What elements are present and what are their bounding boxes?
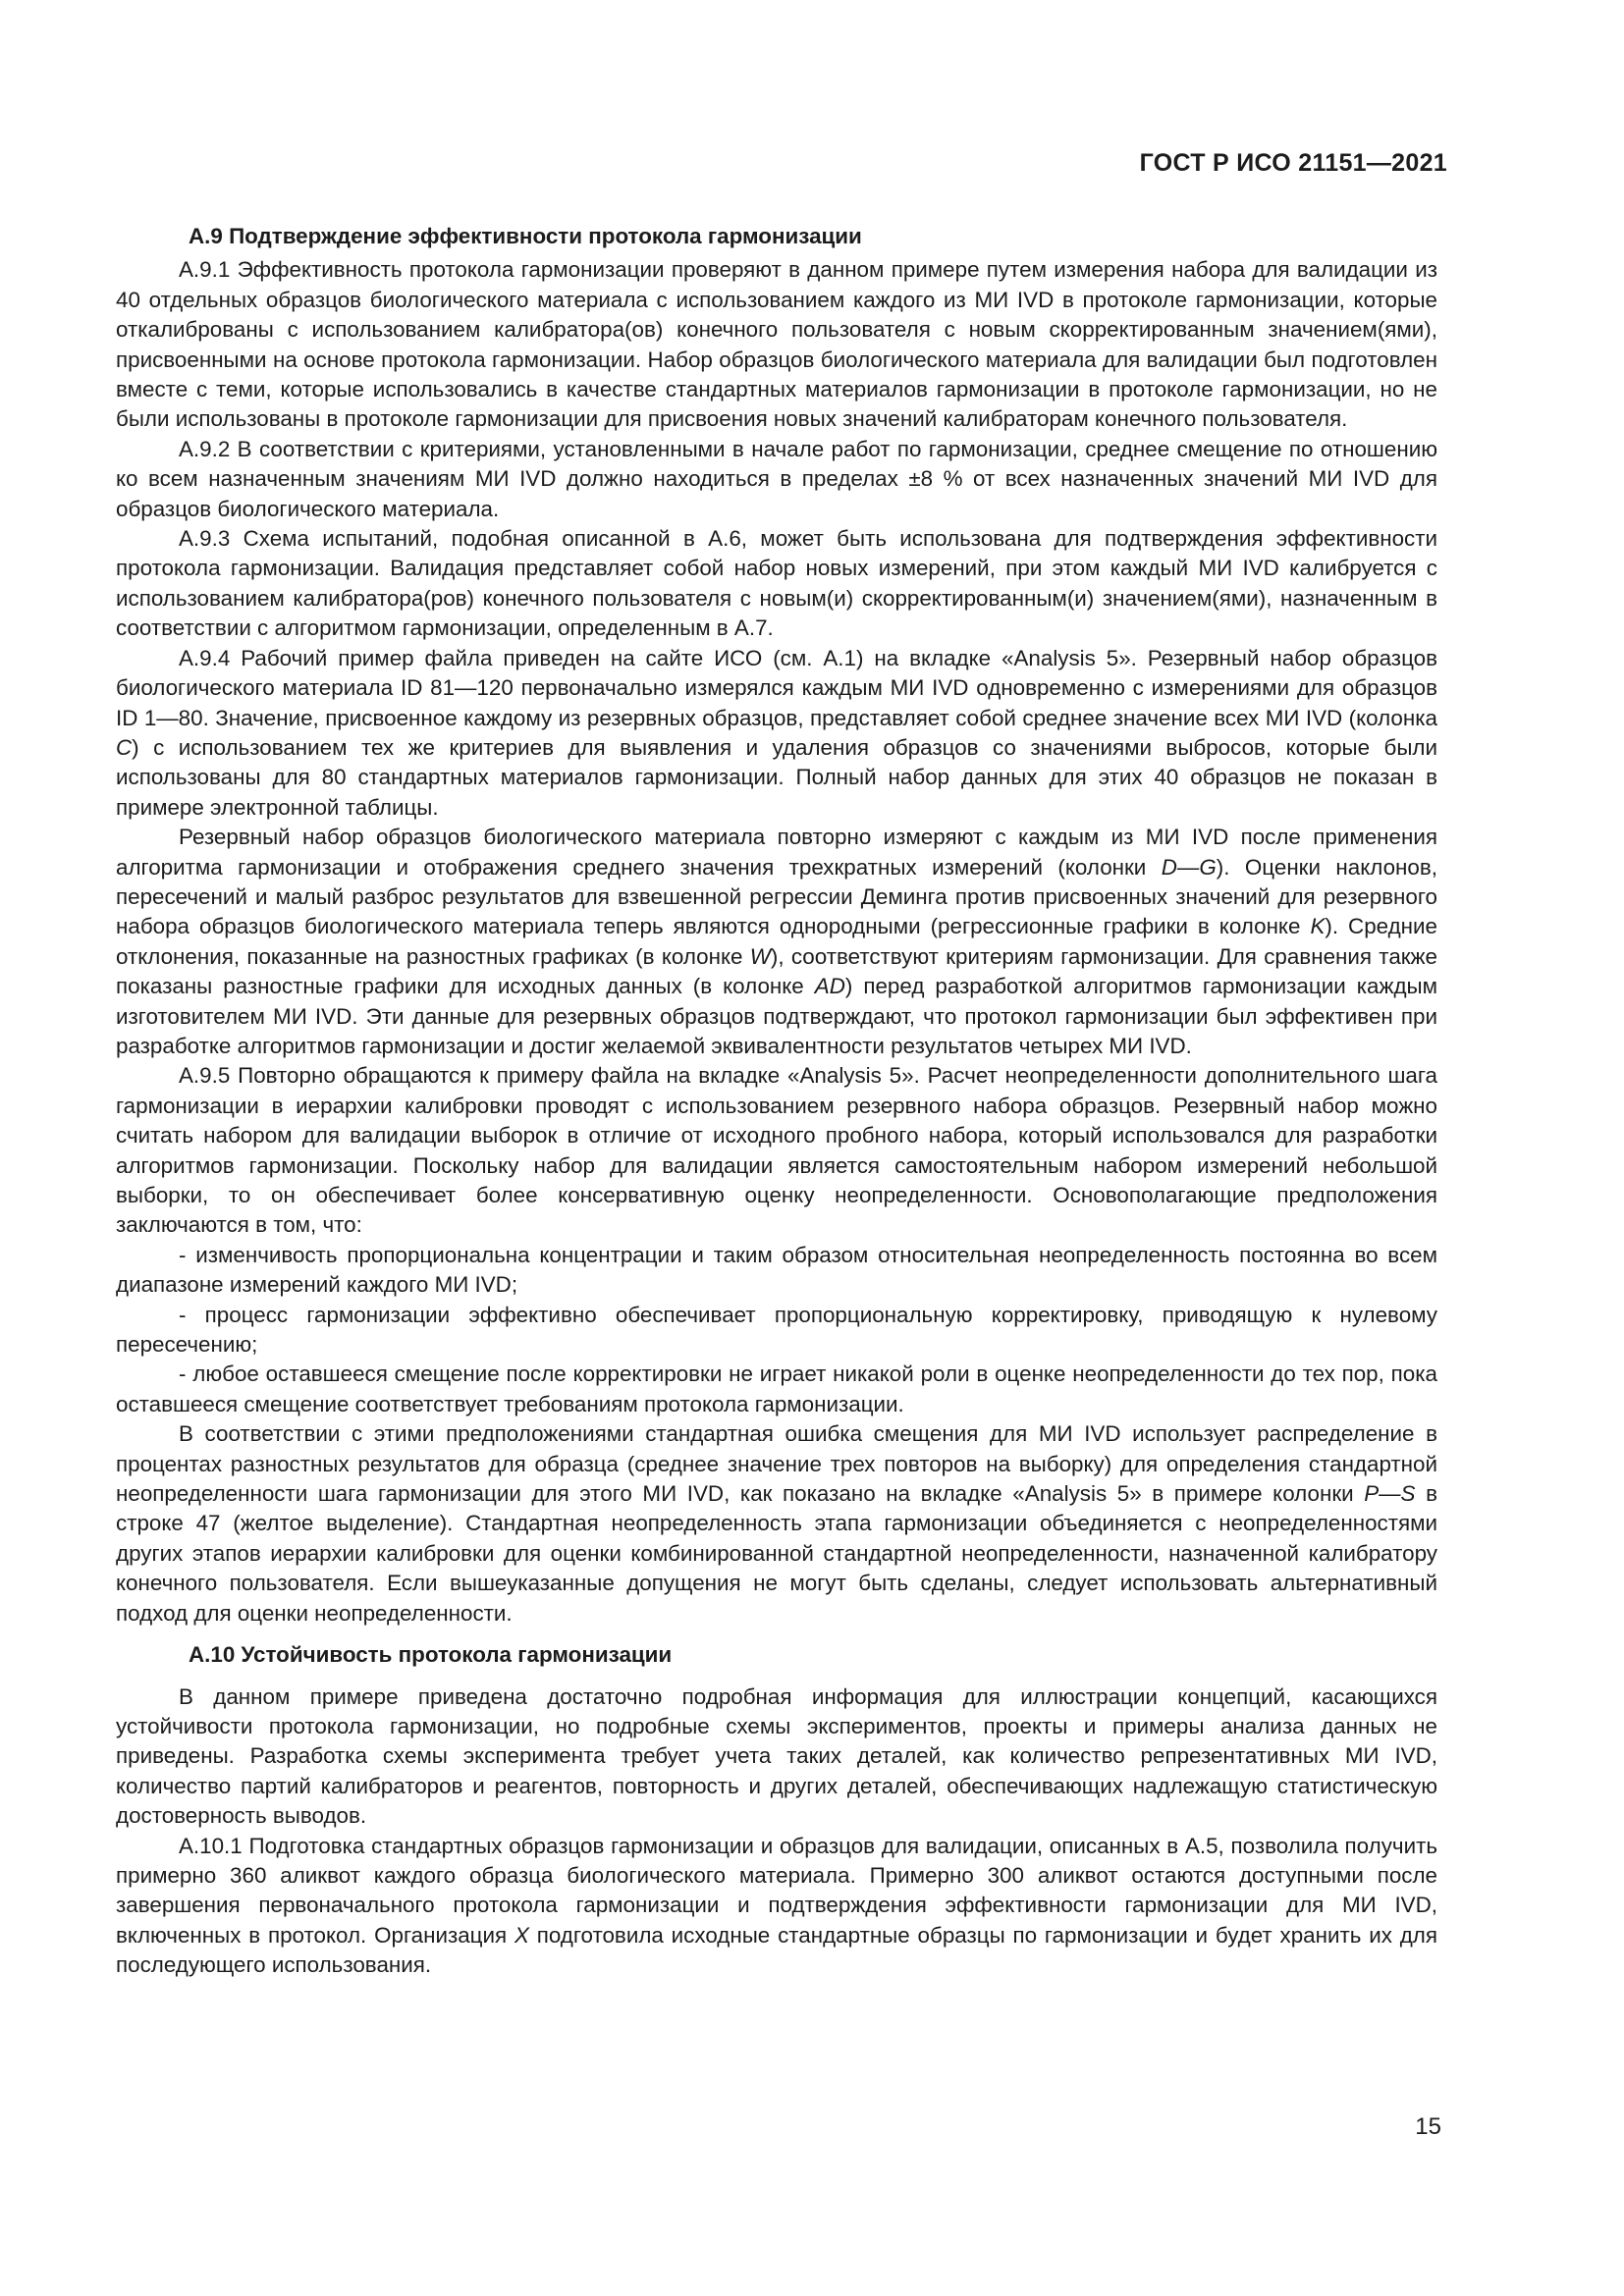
document-header: ГОСТ Р ИСО 21151—2021 bbox=[1139, 149, 1447, 177]
paragraph-a9-4: А.9.4 Рабочий пример файла приведен на сайте ИСО (см. А.1) на вкладке «Analysis 5». Резервный набор образцов биологического материала ID 81—120 первоначально измерялся каждым МИ IVD одновременно с измерениями для образцов ID 1—80. Значение, присвоенное каждому из резервных образцов, представляет собой среднее значение всех МИ IVD (колонка C) с использованием тех же критериев для выявления и удаления образцов со значениями выбросов, которые были использованы для 80 стандартных материалов гармонизации. Полный набор данных для этих 40 образцов не показан в примере электронной таблицы. bbox=[116, 645, 1437, 820]
list-item: - любое оставшееся смещение после корректировки не играет никакой роли в оценке неопределенности до тех пор, пока оставшееся смещение соответствует требованиям протокола гармонизации. bbox=[116, 1362, 1437, 1416]
list-item: - изменчивость пропорциональна концентрации и таким образом относительная неопределенность постоянна во всем диапазоне измерений каждого МИ IVD; bbox=[116, 1242, 1437, 1298]
list-item: - процесс гармонизации эффективно обеспечивает пропорциональную корректировку, приводящую к нулевому пересечению; bbox=[116, 1302, 1437, 1358]
paragraph-reserve-set: Резервный набор образцов биологического материала повторно измеряют с каждым из МИ IVD после применения алгоритма гармонизации и отображения среднего значения трехкратных измерений (колонки D—G). Оценки наклонов, пересечений и малый разброс результатов для взвешенной регрессии Деминга против присвоенных значений для резервного набора образцов биологического материала теперь являются однородными (регрессионные графики в колонке K). Средние отклонения, показанные на разностных графиках (в колонке W), соответствуют критериям гармонизации. Для сравнения также показаны разностные графики для исходных данных (в колонке AD) перед разработкой алгоритмов гармонизации каждым изготовителем МИ IVD. Эти данные для резервных образцов подтверждают, что протокол гармонизации был эффективен при разработке алгоритмов гармонизации и достиг желаемой эквивалентности результатов четырех МИ IVD. bbox=[116, 825, 1438, 1058]
paragraph-a9-3: А.9.3 Схема испытаний, подобная описанной в А.6, может быть использована для подтверждения эффективности протокола гармонизации. Валидация представляет собой набор новых измерений, при этом каждый МИ IVD калибруется с использованием калибратора(ров) конечного пользователя с новым(и) скорректированным(и) значением(ями), назначенным в соответствии с алгоритмом гармонизации, определенным в А.7. bbox=[116, 526, 1437, 641]
paragraph-a10-1: А.10.1 Подготовка стандартных образцов гармонизации и образцов для валидации, описанных в А.5, позволила получить примерно 360 аликвот каждого образца биологического материала. Примерно 300 аликвот остаются доступными после завершения первоначального протокола гармонизации и подтверждения эффективности гармонизации для МИ IVD, включенных в протокол. Организация X подготовила исходные стандартные образцы по гармонизации и будет хранить их для последующего использования. bbox=[116, 1833, 1437, 1978]
section-a10-heading: А.10 Устойчивость протокола гармонизации bbox=[189, 1642, 673, 1668]
paragraph-a10-intro: В данном примере приведена достаточно подробная информация для иллюстрации концепций, касающихся устойчивости протокола гармонизации, но подробные схемы экспериментов, проекты и примеры анализа данных не приведены. Разработка схемы эксперимента требует учета таких деталей, как количество репрезентативных МИ IVD, количество партий калибраторов и реагентов, повторность и других деталей, обеспечивающих надлежащую статистическую достоверность выводов. bbox=[116, 1683, 1437, 1829]
paragraph-a9-2: А.9.2 В соответствии с критериями, установленными в начале работ по гармонизации, среднее смещение по отношению ко всем назначенным значениям МИ IVD должно находиться в пределах ±8 % от всех назначенных значений МИ IVD для образцов биологического материала. bbox=[116, 436, 1437, 521]
paragraph-a9-1: А.9.1 Эффективность протокола гармонизации проверяют в данном примере путем измерения набора для валидации из 40 отдельных образцов биологического материала с использованием каждого из МИ IVD в протоколе гармонизации, которые откалиброваны с использованием калибратора(ов) конечного пользователя с новым скорректированным значением(ями), присвоенными на основе протокола гармонизации. Набор образцов биологического материала для валидации был подготовлен вместе с теми, которые использовались в качестве стандартных материалов гармонизации в протоколе гармонизации, но не были использованы в протоколе гармонизации для присвоения новых значений калибраторам конечного пользователя. bbox=[116, 257, 1437, 432]
page-number: 15 bbox=[1415, 2113, 1441, 2140]
paragraph-a9-5: А.9.5 Повторно обращаются к примеру файла на вкладке «Analysis 5». Расчет неопределенности дополнительного шага гармонизации в иерархии калибровки проводят с использованием резервного набора образцов. Резервный набор можно считать набором для валидации выборок в отличие от исходного пробного набора, который использовался для разработки алгоритмов гармонизации. Поскольку набор для валидации является самостоятельным набором измерений небольшой выборки, то он обеспечивает более консервативную оценку неопределенности. Основополагающие предположения заключаются в том, что: bbox=[116, 1063, 1437, 1238]
document-body bbox=[116, 222, 1437, 1981]
paragraph-uncertainty: В соответствии с этими предположениями стандартная ошибка смещения для МИ IVD использует распределение в процентах разностных результатов для образца (среднее значение трех повторов на выборку) для определения стандартной неопределенности шага гармонизации для этого МИ IVD, как показано на вкладке «Analysis 5» в примере колонки P—S в строке 47 (желтое выделение). Стандартная неопределенность этапа гармонизации объединяется с неопределенностями других этапов иерархии калибровки для оценки комбинированной стандартной неопределенности, назначенной калибратору конечного пользователя. Если вышеуказанные допущения не могут быть сделаны, следует использовать альтернативный подход для оценки неопределенности. bbox=[116, 1421, 1437, 1626]
section-a9-heading: А.9 Подтверждение эффективности протокола гармонизации bbox=[189, 224, 862, 248]
